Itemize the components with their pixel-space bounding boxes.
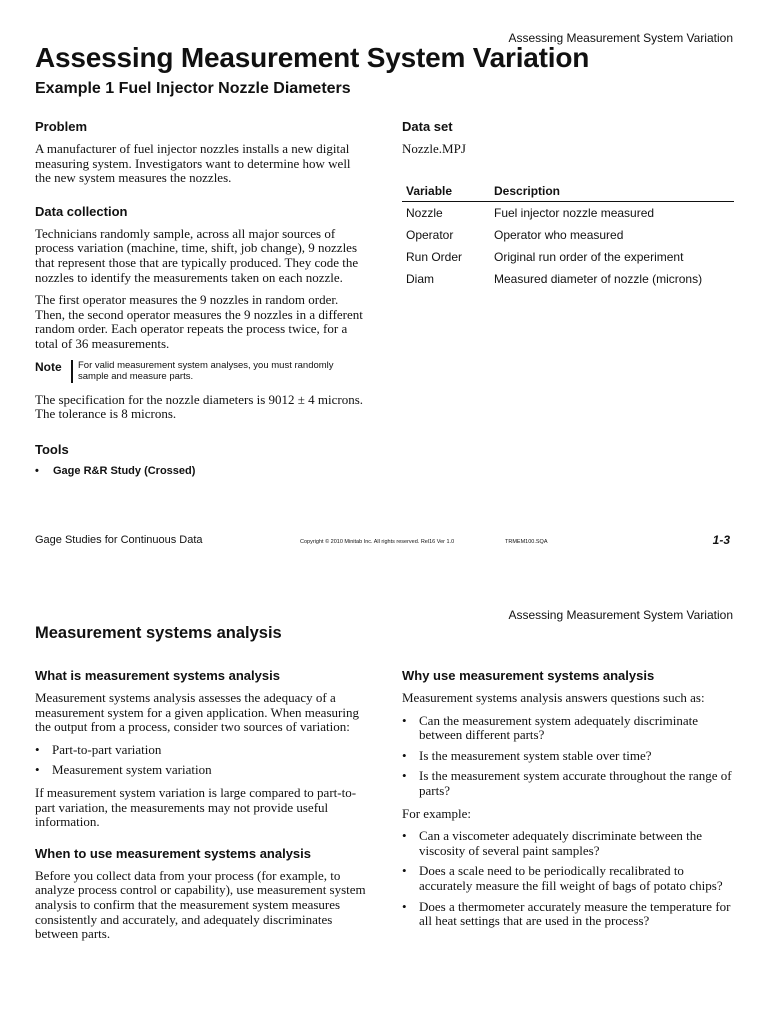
table-cell: Operator who measured (494, 227, 624, 242)
problem-heading: Problem (35, 119, 88, 134)
list-item (402, 864, 734, 893)
table-cell: Nozzle (406, 205, 443, 220)
right-column (402, 668, 734, 937)
page-number: 1-3 (712, 533, 730, 547)
bullet-icon: • (402, 712, 407, 728)
data-collection-paragraph: Technicians randomly sample, across all major sources of process variation (machine, time, shift, job change), 9 nozzles that represent those that are typically produced. They code the nozzles to identify the measurements taken on each nozzle. (35, 225, 359, 285)
variation-list (35, 743, 368, 778)
when-text: Before you collect data from your process (for example, to analyze process control or capability), use measurement system analysis to confirm that the measurement system measures consistently and accurately, and adequately discriminates between parts. (35, 867, 366, 942)
list-item (35, 465, 368, 477)
data-collection-heading: Data collection (35, 203, 128, 219)
note-text: For valid measurement system analyses, you must randomly sample and measure parts. (71, 360, 348, 383)
bullet-icon: • (35, 762, 40, 778)
bullet-icon: • (402, 828, 407, 844)
questions-list (402, 714, 734, 799)
example-intro: For example: (402, 805, 471, 821)
table-row (402, 246, 734, 268)
example-subtitle: Example 1 Fuel Injector Nozzle Diameters (35, 80, 351, 97)
running-head: Assessing Measurement System Variation (508, 608, 733, 622)
list-item-text: Can the measurement system adequately discriminate between different parts? (419, 712, 699, 743)
section-title: Measurement systems analysis (35, 624, 282, 642)
list-item-text: Part-to-part variation (52, 741, 162, 757)
list-item (35, 743, 368, 758)
when-heading: When to use measurement systems analysis (35, 845, 312, 861)
list-item (402, 714, 734, 743)
footer-copyright: Copyright © 2010 Minitab Inc. All rights reserved. Rel16 Ver 1.0 (300, 539, 455, 545)
table-cell: Operator (406, 227, 454, 242)
tools-heading: Tools (35, 441, 69, 457)
list-item (402, 900, 734, 929)
bullet-icon: • (35, 464, 39, 477)
tool-name: Gage R&R Study (Crossed) (53, 464, 196, 477)
list-item-text: Is the measurement system accurate throughout the range of parts? (419, 768, 732, 798)
why-intro: Measurement systems analysis answers questions such as: (402, 690, 705, 705)
note-label: Note (35, 359, 62, 374)
data-set-heading: Data set (402, 119, 453, 134)
column-header: Variable (402, 184, 490, 202)
problem-text: A manufacturer of fuel injector nozzles installs a new digital measuring system. Investigators want to determine how well the new system measures the nozzles. (35, 141, 351, 186)
list-item (35, 763, 368, 778)
table-cell: Measured diameter of nozzle (microns) (494, 271, 703, 286)
what-outro: If measurement system variation is large compared to part-to-part variation, the measurements may not provide useful information. (35, 784, 357, 830)
examples-list (402, 829, 734, 929)
list-item-text: Can a viscometer adequately discriminate between the viscosity of several paint samples? (419, 828, 702, 858)
table-header-row (402, 184, 734, 202)
list-item (402, 829, 734, 858)
footer-code: TRMEM100.SQA (505, 539, 548, 545)
table-cell: Run Order (406, 249, 463, 264)
variables-table (402, 184, 734, 290)
list-item (402, 769, 734, 798)
list-item-text: Does a scale need to be periodically recalibrated to accurately measure the fill weight of bags of potato chips? (419, 863, 723, 893)
data-set-file: Nozzle.MPJ (402, 141, 466, 156)
table-cell: Original run order of the experiment (494, 249, 684, 264)
page-2 (0, 565, 768, 1024)
running-head: Assessing Measurement System Variation (508, 31, 733, 45)
list-item-text: Is the measurement system stable over time? (419, 747, 652, 763)
what-intro: Measurement systems analysis assesses the adequacy of a measurement system for a given application. When measuring the output from a process, consider two sources of variation: (35, 690, 359, 735)
note-box (35, 360, 368, 383)
table-row (402, 224, 734, 246)
specification-text: The specification for the nozzle diameters is 9012 ± 4 microns. The tolerance is 8 microns. (35, 391, 364, 422)
bullet-icon: • (402, 768, 407, 784)
bullet-icon: • (402, 898, 407, 914)
footer-book-title: Gage Studies for Continuous Data (35, 534, 203, 546)
page-title: Assessing Measurement System Variation (35, 42, 590, 73)
tools-list (35, 465, 368, 477)
data-collection-paragraph: The first operator measures the 9 nozzles in random order. Then, the second operator measures the 9 nozzles in a different random order. Each operator repeats the process twice, for a total of 36 measurements. (35, 292, 363, 351)
table-cell: Diam (406, 271, 435, 286)
left-column (35, 668, 368, 950)
table-cell: Fuel injector nozzle measured (494, 205, 655, 220)
why-heading: Why use measurement systems analysis (402, 668, 655, 683)
list-item-text: Does a thermometer accurately measure the temperature for all heat settings that are used in the process? (419, 898, 731, 929)
list-item (402, 749, 734, 764)
left-column (35, 119, 368, 477)
bullet-icon: • (35, 741, 40, 757)
right-column (402, 119, 734, 290)
list-item-text: Measurement system variation (52, 762, 212, 778)
column-header: Description (490, 184, 734, 202)
bullet-icon: • (402, 747, 407, 763)
table-row (402, 268, 734, 290)
table-row (402, 201, 734, 224)
bullet-icon: • (402, 863, 407, 879)
what-heading: What is measurement systems analysis (35, 668, 280, 683)
